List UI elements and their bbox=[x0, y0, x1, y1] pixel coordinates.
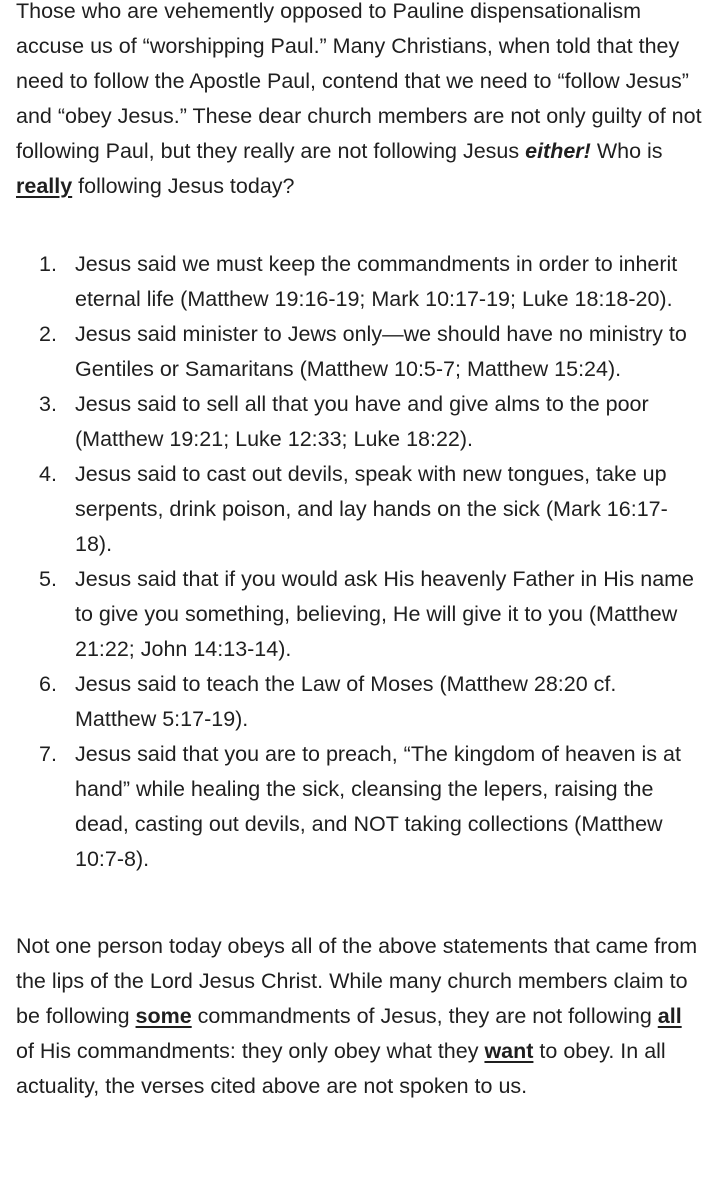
list-item-text: Jesus said that you are to preach, “The kingdom of heaven is at hand” while healing the sick, cleansing the lepers, raising the dead, casting out devils, and NOT taking collections (Matthew 10:7-8). bbox=[75, 742, 681, 871]
list-item-text: Jesus said to teach the Law of Moses (Matthew 28:20 cf. Matthew 5:17-19). bbox=[75, 672, 617, 731]
list-item bbox=[16, 247, 703, 317]
outro-text: of His commandments: they only obey what they bbox=[16, 1039, 485, 1063]
list-item bbox=[16, 737, 703, 877]
outro-text: Not one person today obeys all of the above statements that came from the lips of the Lord Jesus Christ. While many church members claim to be following bbox=[16, 934, 698, 1028]
list-number: 7. bbox=[39, 742, 57, 766]
outro-text: commandments of Jesus, they are not following bbox=[191, 1004, 658, 1028]
intro-text: Those who are vehemently opposed to Pauline dispensationalism accuse us of “worshipping Paul.” Many Christians, when told that they need to follow the Apostle Paul, contend that we need to “follow Jesus” and “obey Jesus.” These dear church members are not only guilty of not following Paul, but they really are not following Jesus bbox=[16, 0, 702, 163]
list-number: 3. bbox=[39, 392, 57, 416]
outro-paragraph bbox=[16, 929, 703, 1104]
list-item-text: Jesus said to cast out devils, speak with new tongues, take up serpents, drink poison, and lay hands on the sick (Mark 16:17-18). bbox=[75, 462, 668, 556]
intro-text: Who is bbox=[590, 139, 663, 163]
list-item-text: Jesus said that if you would ask His heavenly Father in His name to give you something, believing, He will give it to you (Matthew 21:22; John 14:13-14). bbox=[75, 567, 695, 661]
list-item bbox=[16, 387, 703, 457]
list-number: 1. bbox=[39, 252, 57, 276]
intro-emphasis-either: either! bbox=[525, 139, 591, 163]
list-number: 5. bbox=[39, 567, 57, 591]
intro-paragraph bbox=[16, 0, 703, 204]
list-item bbox=[16, 667, 703, 737]
list-number: 4. bbox=[39, 462, 57, 486]
intro-text: following Jesus today? bbox=[72, 174, 295, 198]
list-item-text: Jesus said to sell all that you have and give alms to the poor (Matthew 19:21; Luke 12:33; Luke 18:22). bbox=[75, 392, 649, 451]
list-item bbox=[16, 562, 703, 667]
list-item bbox=[16, 317, 703, 387]
outro-emphasis-want: want bbox=[484, 1039, 534, 1063]
list-item bbox=[16, 457, 703, 562]
outro-text: to obey. In all actuality, the verses cited above are not spoken to us. bbox=[16, 1039, 666, 1098]
list-item-text: Jesus said we must keep the commandments in order to inherit eternal life (Matthew 19:16-19; Mark 10:17-19; Luke 18:18-20). bbox=[75, 252, 678, 311]
commandments-list bbox=[16, 247, 703, 877]
intro-emphasis-really: really bbox=[16, 174, 73, 198]
outro-emphasis-all: all bbox=[657, 1004, 682, 1028]
outro-emphasis-some: some bbox=[135, 1004, 192, 1028]
list-item-text: Jesus said minister to Jews only—we should have no ministry to Gentiles or Samaritans (Matthew 10:5-7; Matthew 15:24). bbox=[75, 322, 687, 381]
list-number: 6. bbox=[39, 672, 57, 696]
list-number: 2. bbox=[39, 322, 57, 346]
